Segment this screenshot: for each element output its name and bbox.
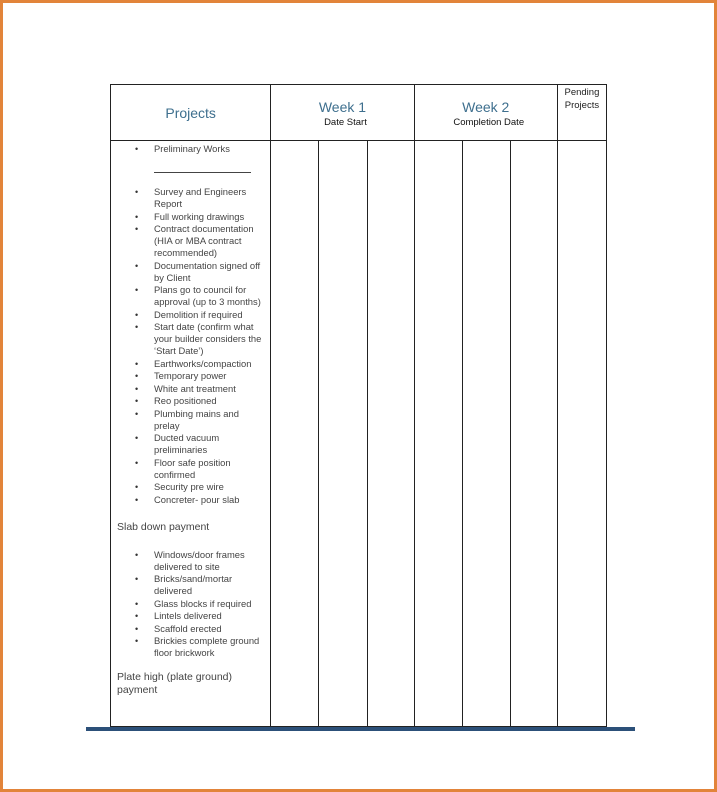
plate-high-payment: Plate high (plate ground) payment [117, 671, 232, 696]
bullet-icon: • [135, 457, 139, 468]
list-item [111, 223, 270, 259]
week-1-day-3-cell[interactable] [367, 141, 414, 727]
list-item [111, 457, 270, 481]
list-item [111, 623, 270, 635]
bullet-icon: • [135, 285, 139, 295]
week-1-title: Week 1 [318, 99, 367, 115]
task-label: Start date (confirm what your builder considers the ‘Start Date’) [154, 321, 262, 356]
list-item [111, 358, 270, 370]
header-week-2 [414, 85, 557, 141]
task-label: Earthworks/compaction [154, 357, 252, 369]
task-label: Brickies complete ground floor brickwork [154, 635, 260, 658]
week-1-day-2-cell[interactable] [319, 141, 367, 727]
date-start-label: Date Start [324, 117, 367, 128]
task-label: Full working drawings [154, 210, 245, 222]
list-item [111, 635, 270, 659]
task-label: Demolition if required [154, 308, 243, 320]
week-2-day-1-cell[interactable] [414, 141, 462, 727]
bullet-icon: • [135, 224, 139, 234]
list-item [111, 432, 270, 456]
list-item [111, 260, 270, 284]
header-row [111, 85, 607, 141]
task-label: Glass blocks if required [154, 597, 252, 609]
bullet-icon: • [135, 408, 139, 419]
week-1-day-1-cell[interactable] [271, 141, 319, 727]
task-label: Survey and Engineers Report [154, 186, 247, 209]
list-item [111, 309, 270, 321]
bullet-icon: • [135, 598, 139, 609]
schedule-table [110, 84, 607, 727]
bullet-icon: • [135, 358, 139, 369]
bottom-rule [86, 727, 635, 731]
week-2-day-2-cell[interactable] [462, 141, 510, 727]
week-2-day-3-cell[interactable] [510, 141, 557, 727]
list-item [111, 284, 270, 308]
list-item [111, 211, 270, 223]
task-list-2 [111, 549, 270, 660]
list-item [111, 321, 270, 357]
bullet-icon: • [135, 574, 139, 584]
bullet-icon: • [135, 433, 139, 443]
bullet-icon: • [135, 636, 139, 646]
bullet-icon: • [135, 211, 139, 222]
list-item [111, 598, 270, 610]
pending-projects-cell[interactable] [557, 141, 606, 727]
bullet-icon: • [135, 623, 139, 634]
list-item [111, 549, 270, 573]
week-2-title: Week 2 [462, 99, 510, 115]
bullet-icon: • [135, 482, 139, 492]
bullet-icon: • [135, 371, 139, 381]
blank-entry-line [154, 172, 251, 173]
header-projects: Projects [111, 85, 271, 141]
task-label: Documentation signed off by Client [154, 259, 261, 283]
list-item [111, 370, 270, 382]
task-label: Bricks/sand/mortar delivered [154, 573, 233, 596]
bullet-icon: • [135, 549, 139, 560]
list-item [111, 186, 270, 210]
task-label: Windows/door frames delivered to site [154, 548, 245, 572]
task-label: Temporary power [154, 370, 227, 381]
bullet-icon: • [135, 187, 139, 197]
header-pending-projects: Pending Projects [557, 85, 606, 141]
bullet-icon: • [135, 322, 139, 332]
header-week-1 [271, 85, 414, 141]
task-label: Lintels delivered [154, 610, 222, 621]
list-item [111, 395, 270, 407]
document-page [3, 3, 714, 789]
body-row [111, 141, 607, 727]
completion-date-label: Completion Date [453, 117, 525, 128]
task-list-1-items [111, 186, 270, 506]
list-item [111, 610, 270, 622]
bullet-icon: • [135, 309, 139, 320]
task-label: Preliminary Works [154, 143, 230, 154]
task-label: Plans go to council for approval (up to 3 months) [154, 284, 261, 307]
task-label: Reo positioned [154, 395, 217, 406]
list-item [111, 494, 270, 506]
task-label: Concreter- pour slab [154, 493, 240, 505]
bullet-icon: • [135, 494, 139, 505]
bullet-icon: • [135, 383, 139, 394]
task-label: Floor safe position confirmed [154, 456, 231, 480]
bullet-icon: • [135, 396, 139, 406]
task-label: Plumbing mains and prelay [154, 407, 239, 431]
bullet-icon: • [135, 260, 139, 271]
task-label: Scaffold erected [154, 622, 222, 634]
slab-down-payment: Slab down payment [117, 520, 210, 533]
list-item [111, 408, 270, 432]
task-label: Contract documentation (HIA or MBA contract recommended) [154, 223, 254, 258]
task-list-1 [111, 143, 270, 155]
list-item [111, 573, 270, 597]
bullet-icon: • [135, 144, 139, 154]
task-label: White ant treatment [154, 382, 236, 394]
projects-cell [111, 141, 271, 727]
task-label: Security pre wire [154, 481, 224, 492]
list-item [111, 143, 270, 155]
list-item [111, 481, 270, 493]
list-item [111, 383, 270, 395]
bullet-icon: • [135, 611, 139, 621]
task-label: Ducted vacuum preliminaries [154, 432, 220, 455]
